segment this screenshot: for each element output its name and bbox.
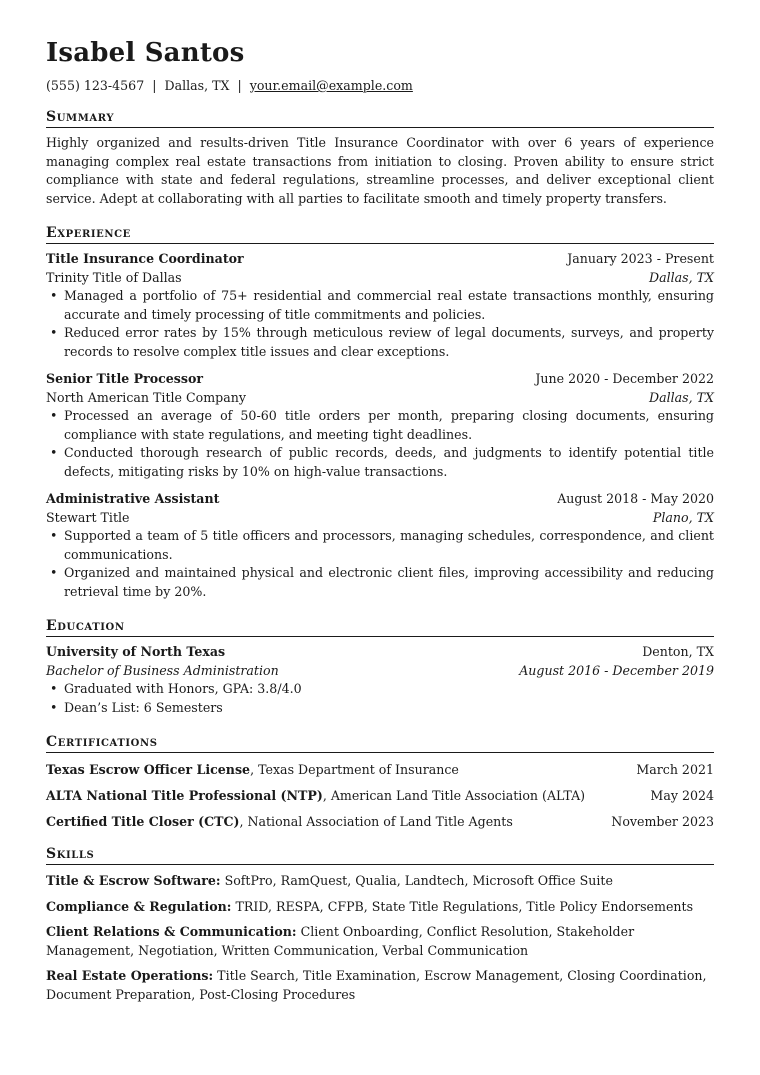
- phone-number: (555) 123-4567: [46, 78, 145, 93]
- job-location: Dallas, TX: [648, 269, 714, 285]
- section-heading-summary: Summary: [46, 108, 714, 128]
- job-dates: January 2023 - Present: [567, 251, 714, 266]
- company-name: Stewart Title: [46, 509, 130, 525]
- certification-text: [46, 787, 585, 805]
- contact-line: [46, 78, 413, 94]
- job-bullets: [46, 287, 714, 361]
- job-header: [46, 370, 714, 389]
- skill-category: Title & Escrow Software:: [46, 873, 221, 888]
- skill-category: Compliance & Regulation:: [46, 898, 232, 914]
- certification-date: March 2021: [636, 762, 714, 777]
- job-entry: [46, 250, 714, 361]
- candidate-name: Isabel Santos: [46, 38, 245, 68]
- certification-name: Texas Escrow Officer License: [46, 762, 251, 777]
- degree-name: Bachelor of Business Administration: [46, 662, 279, 678]
- email-link[interactable]: your.email@example.com: [249, 78, 413, 93]
- certification-item: [46, 761, 714, 779]
- job-title: Senior Title Processor: [46, 371, 204, 386]
- job-title: Administrative Assistant: [46, 491, 220, 506]
- education-subheader: [46, 662, 714, 681]
- skill-category: Real Estate Operations:: [46, 968, 214, 983]
- job-dates: June 2020 - December 2022: [535, 371, 714, 386]
- skill-values: SoftPro, RamQuest, Qualia, Landtech, Microsoft Office Suite: [220, 873, 613, 888]
- job-subheader: [46, 269, 714, 288]
- skill-category: Client Relations & Communication:: [46, 924, 297, 939]
- company-name: Trinity Title of Dallas: [46, 269, 182, 285]
- job-bullets: [46, 407, 714, 481]
- school-location: Denton, TX: [642, 644, 714, 659]
- job-title: Title Insurance Coordinator: [46, 251, 244, 266]
- bullet-item: • Supported a team of 5 title officers and processors, managing schedules, correspondence, and client communications.: [46, 527, 714, 564]
- education-header: [46, 643, 714, 662]
- job-subheader: [46, 509, 714, 528]
- bullet-item: • Graduated with Honors, GPA: 3.8/4.0: [46, 680, 714, 699]
- skill-item: [46, 923, 714, 960]
- job-dates: August 2018 - May 2020: [557, 491, 714, 506]
- bullet-item: • Organized and maintained physical and electronic client files, improving accessibility and reducing retrieval time by 20%.: [46, 564, 714, 601]
- skill-item: [46, 872, 714, 891]
- job-header: [46, 250, 714, 269]
- job-bullets: [46, 527, 714, 601]
- location: Dallas, TX: [164, 78, 230, 93]
- skill-values: Client Onboarding, Conflict Resolution, Stakeholder Management, Negotiation, Written Communication, Verbal Communication: [46, 924, 635, 958]
- certification-date: May 2024: [650, 788, 714, 803]
- certification-text: [46, 761, 459, 779]
- skill-item: [46, 967, 714, 1004]
- certification-list: [46, 761, 714, 831]
- experience-section: [46, 224, 714, 601]
- section-heading-experience: Experience: [46, 224, 714, 244]
- certification-item: [46, 787, 714, 805]
- section-heading-skills: Skills: [46, 845, 714, 865]
- certification-name: ALTA National Title Professional (NTP): [46, 788, 323, 803]
- section-heading-education: Education: [46, 617, 714, 637]
- certification-name: Certified Title Closer (CTC): [46, 814, 240, 829]
- education-section: [46, 617, 714, 717]
- certification-issuer: , American Land Title Association (ALTA): [322, 788, 586, 803]
- job-entry: [46, 370, 714, 481]
- company-name: North American Title Company: [46, 389, 246, 405]
- summary-section: [46, 108, 714, 208]
- education-bullets: [46, 680, 714, 717]
- certification-date: November 2023: [611, 814, 714, 829]
- job-location: Dallas, TX: [648, 389, 714, 405]
- certification-text: [46, 813, 513, 831]
- certification-item: [46, 813, 714, 831]
- skill-item: [46, 898, 714, 917]
- section-heading-certifications: Certifications: [46, 733, 714, 753]
- job-header: [46, 490, 714, 509]
- bullet-item: • Processed an average of 50-60 title orders per month, preparing closing documents, ensuring compliance with state regulations, and meeting tight deadlines.: [46, 407, 714, 444]
- certifications-section: [46, 733, 714, 839]
- bullet-item: • Reduced error rates by 15% through meticulous review of legal documents, surveys, and property records to resolve complex title issues and clear exceptions.: [46, 324, 714, 361]
- skills-section: [46, 845, 714, 1011]
- bullet-item: • Dean’s List: 6 Semesters: [46, 699, 714, 718]
- bullet-item: • Conducted thorough research of public records, deeds, and judgments to identify potential title defects, mitigating risks by 10% on high-value transactions.: [46, 444, 714, 481]
- contact-separator: |: [152, 78, 157, 93]
- certification-issuer: , National Association of Land Title Agents: [239, 814, 513, 829]
- job-entry: [46, 490, 714, 601]
- school-name: University of North Texas: [46, 644, 226, 659]
- contact-separator: |: [237, 78, 242, 93]
- education-dates: August 2016 - December 2019: [519, 662, 714, 678]
- education-entry: [46, 643, 714, 717]
- skill-values: Title Search, Title Examination, Escrow Management, Closing Coordination, Document Preparation, Post-Closing Procedures: [46, 968, 707, 1002]
- skills-list: [46, 872, 714, 1004]
- summary-text: Highly organized and results-driven Title Insurance Coordinator with over 6 years of experience managing complex real estate transactions from initiation to closing. Proven ability to ensure strict compliance with state and federal regulations, streamline processes, and deliver exceptional client service. Adept at collaborating with all parties to facilitate smooth and timely property transfers.: [46, 135, 714, 206]
- certification-issuer: , Texas Department of Insurance: [250, 762, 459, 777]
- job-location: Plano, TX: [652, 509, 714, 525]
- job-subheader: [46, 389, 714, 408]
- bullet-item: • Managed a portfolio of 75+ residential and commercial real estate transactions monthly, ensuring accurate and timely processing of title commitments and policies.: [46, 287, 714, 324]
- skill-values: TRID, RESPA, CFPB, State Title Regulations, Title Policy Endorsements: [231, 898, 694, 914]
